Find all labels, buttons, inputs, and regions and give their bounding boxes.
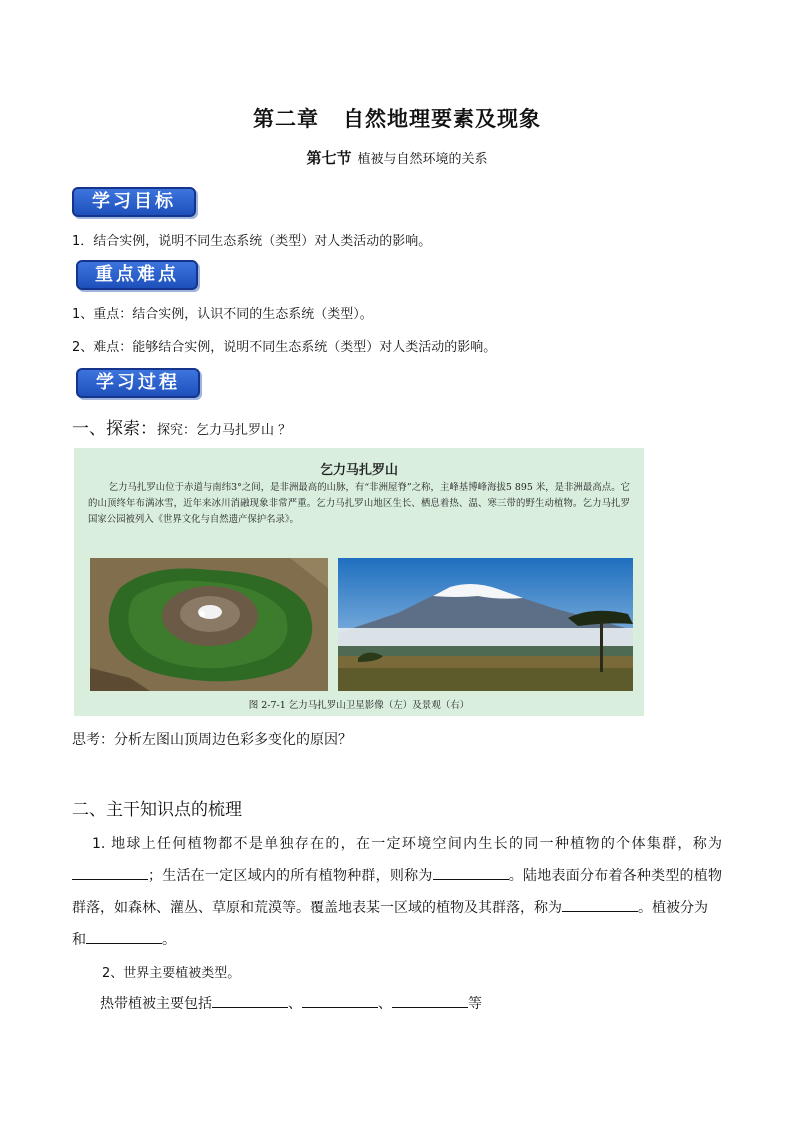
section2-heading: 二、主干知识点的梳理 xyxy=(72,800,242,820)
p3-text-end: 等 xyxy=(468,996,482,1012)
section-title xyxy=(0,147,794,168)
chapter-title xyxy=(0,103,794,133)
p3-text-a: 热带植被主要包括 xyxy=(100,996,212,1012)
fill-blank-7[interactable] xyxy=(392,993,468,1008)
fill-blank-1[interactable] xyxy=(72,865,148,880)
p1-text-c: 。陆地表面分布着各种类型的植物群落，如森林、灌丛、草原和荒漠等。覆盖地表某一区域的植物及其群落，称为 xyxy=(72,868,723,916)
p3-sep-2: 、 xyxy=(378,996,392,1012)
fill-blank-5[interactable] xyxy=(212,993,288,1008)
explore-subtitle: 探究：乞力马扎罗山 ？ xyxy=(157,423,292,438)
p1-text-d: 。植被分为 xyxy=(638,900,708,916)
fill-blank-3[interactable] xyxy=(562,897,638,912)
figure-caption: 图 2-7-1 乞力马扎罗山卫星影像（左）及景观（右） xyxy=(248,700,470,711)
think-question: 思考：分析左图山顶周边色彩多变化的原因？ xyxy=(72,732,352,748)
knowledge-paragraph-1-end xyxy=(72,924,722,956)
tropical-vegetation-line xyxy=(100,993,482,1013)
p1-text-f: 。 xyxy=(162,932,176,948)
fill-blank-6[interactable] xyxy=(302,993,378,1008)
knowledge-item-2: 2、世界主要植被类型。 xyxy=(102,966,241,981)
chapter-number: 第二章 xyxy=(253,106,319,131)
fill-blank-2[interactable] xyxy=(433,865,509,880)
landscape-photo xyxy=(338,558,633,691)
key-points-badge: 重点难点 xyxy=(76,260,198,290)
objective-item-1: 1．结合实例，说明不同生态系统（类型）对人类活动的影响。 xyxy=(72,234,432,249)
key-point-item-2: 2、难点：能够结合实例，说明不同生态系统（类型）对人类活动的影响。 xyxy=(72,340,497,355)
explore-heading xyxy=(72,414,291,439)
knowledge-paragraph-1 xyxy=(72,828,722,924)
explore-label: 一、探索： xyxy=(72,419,157,439)
satellite-image xyxy=(90,558,328,691)
section-number: 第七节 xyxy=(306,149,352,167)
key-point-item-1: 1、重点：结合实例，认识不同的生态系统（类型）。 xyxy=(72,307,373,322)
p1-text-e: 和 xyxy=(72,932,86,948)
fill-blank-4[interactable] xyxy=(86,929,162,944)
p1-text-b: ；生活在一定区域内的所有植物种群，则称为 xyxy=(148,868,433,884)
chapter-name: 自然地理要素及现象 xyxy=(343,106,541,131)
figure-title: 乞力马扎罗山 xyxy=(319,463,398,478)
p1-text-a: 1. 地球上任何植物都不是单独存在的，在一定环境空间内生长的同一种植物的个体集群，称为 xyxy=(92,836,722,852)
process-badge: 学习过程 xyxy=(76,368,200,398)
section-name: 植被与自然环境的关系 xyxy=(357,152,488,167)
figure-description: 乞力马扎罗山位于赤道与南纬3°之间，是非洲最高的山脉，有“非洲屋脊”之称，主峰基博峰海拔5 895 米，是非洲最高点。它的山顶终年布满冰雪，近年来冰川消融现象非常严重。乞力马扎罗山地区生长、栖息着热、温、寒三带的野生动植物。乞力马扎罗国家公园被列入《世界文化与自然遗产保护名录》。 xyxy=(88,482,630,526)
p3-sep-1: 、 xyxy=(288,996,302,1012)
figure-box xyxy=(74,448,644,716)
objectives-badge: 学习目标 xyxy=(72,187,196,217)
